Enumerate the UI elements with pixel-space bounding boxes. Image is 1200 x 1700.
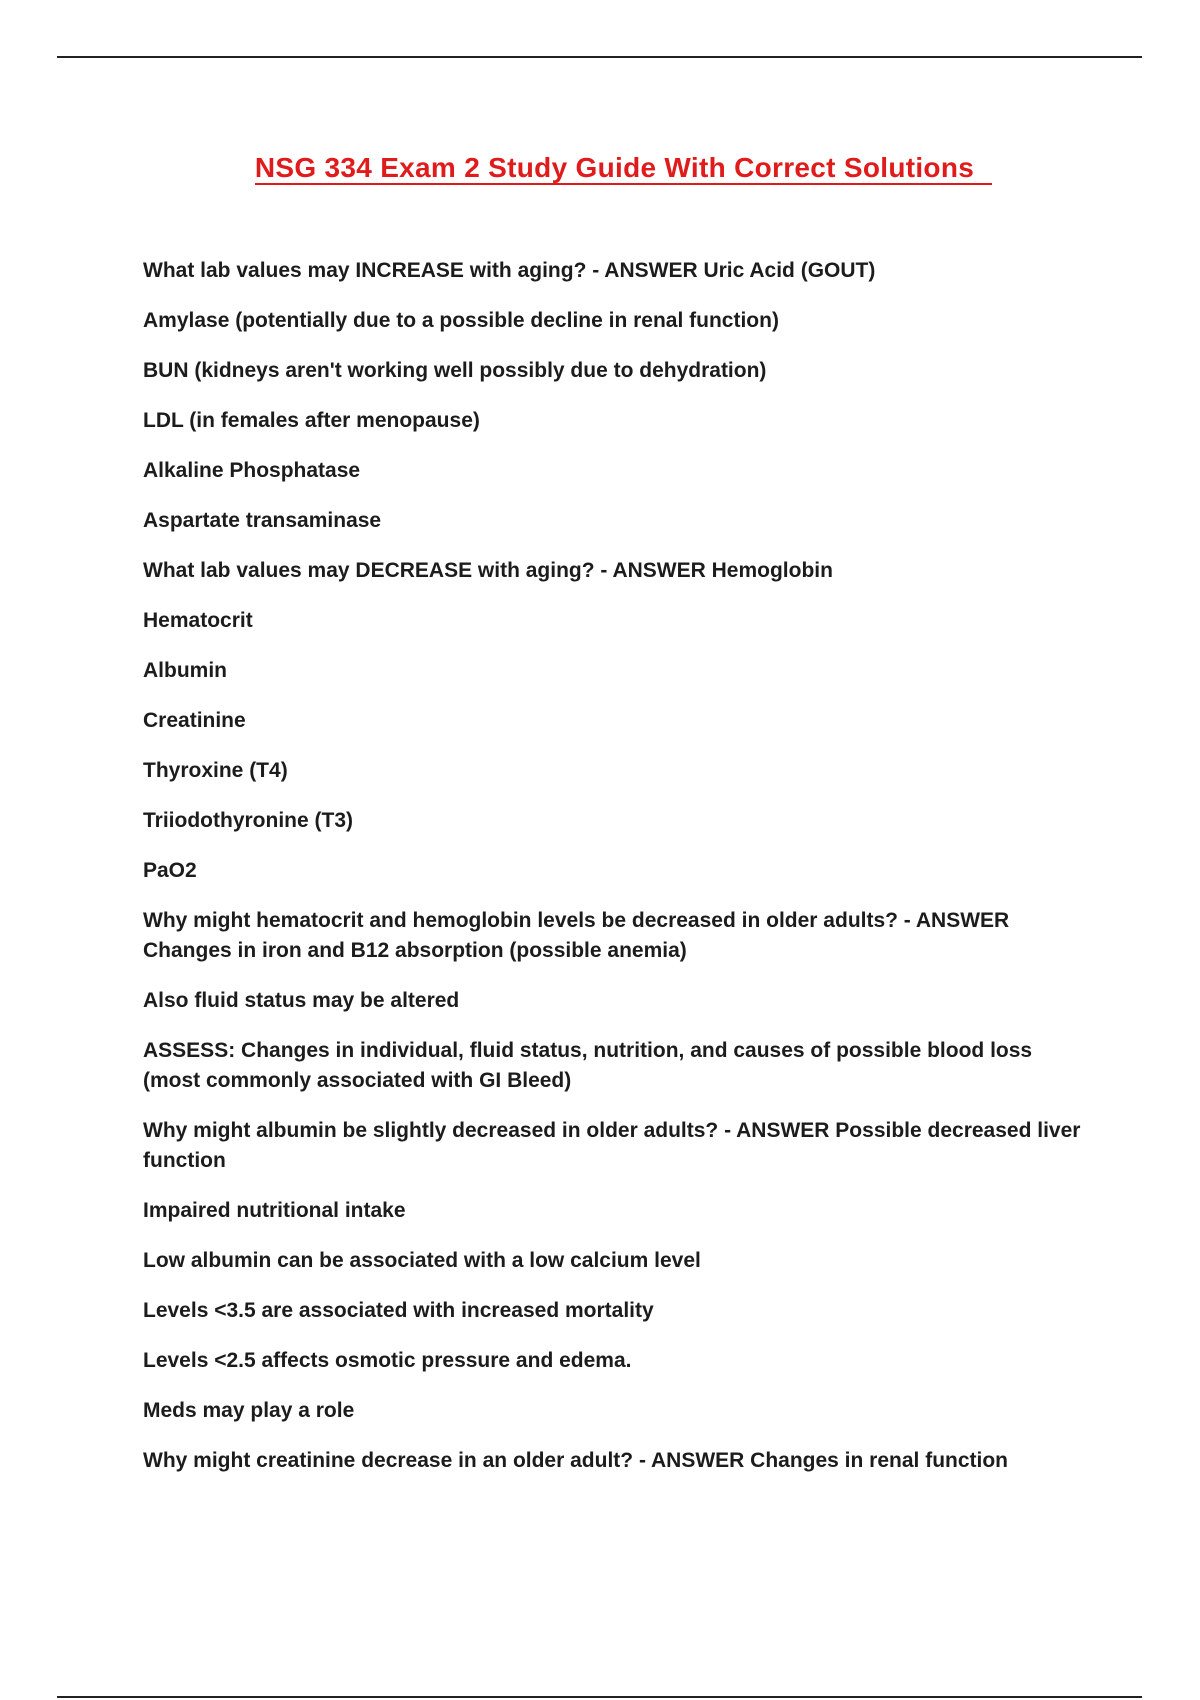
paragraph: Amylase (potentially due to a possible decline in renal function) xyxy=(143,309,779,332)
paragraph: Aspartate transaminase xyxy=(143,509,382,532)
bottom-rule xyxy=(57,1696,1142,1698)
paragraph: What lab values may INCREASE with aging? - ANSWER Uric Acid (GOUT) xyxy=(143,259,876,282)
paragraph: Impaired nutritional intake xyxy=(143,1199,406,1222)
paragraph: Creatinine xyxy=(143,709,246,732)
document-title xyxy=(0,148,1200,185)
paragraph: Levels <2.5 affects osmotic pressure and edema. xyxy=(143,1349,632,1372)
document-title-text: NSG 334 Exam 2 Study Guide With Correct Solutions xyxy=(255,153,992,185)
paragraph: Alkaline Phosphatase xyxy=(143,459,361,482)
paragraph: Hematocrit xyxy=(143,609,253,632)
paragraph: Triiodothyronine (T3) xyxy=(143,809,353,832)
paragraph: LDL (in females after menopause) xyxy=(143,409,480,432)
paragraph: Levels <3.5 are associated with increased mortality xyxy=(143,1299,654,1322)
paragraph: ASSESS: Changes in individual, fluid status, nutrition, and causes of possible blood loss (most commonly associated with GI Bleed) xyxy=(143,1039,1033,1092)
top-rule xyxy=(57,56,1142,58)
paragraph: Why might hematocrit and hemoglobin levels be decreased in older adults? - ANSWER Changes in iron and B12 absorption (possible anemia) xyxy=(143,909,1010,962)
document-body xyxy=(143,256,1093,1496)
paragraph: Thyroxine (T4) xyxy=(143,759,288,782)
paragraph: Albumin xyxy=(143,659,227,682)
paragraph: What lab values may DECREASE with aging? - ANSWER Hemoglobin xyxy=(143,559,833,582)
paragraph: Also fluid status may be altered xyxy=(143,989,460,1012)
paragraph: PaO2 xyxy=(143,859,197,882)
paragraph: Why might albumin be slightly decreased in older adults? - ANSWER Possible decreased liver function xyxy=(143,1119,1081,1172)
paragraph: Why might creatinine decrease in an older adult? - ANSWER Changes in renal function xyxy=(143,1449,1009,1472)
paragraph: Low albumin can be associated with a low calcium level xyxy=(143,1249,701,1272)
paragraph: Meds may play a role xyxy=(143,1399,355,1422)
paragraph: BUN (kidneys aren't working well possibly due to dehydration) xyxy=(143,359,767,382)
